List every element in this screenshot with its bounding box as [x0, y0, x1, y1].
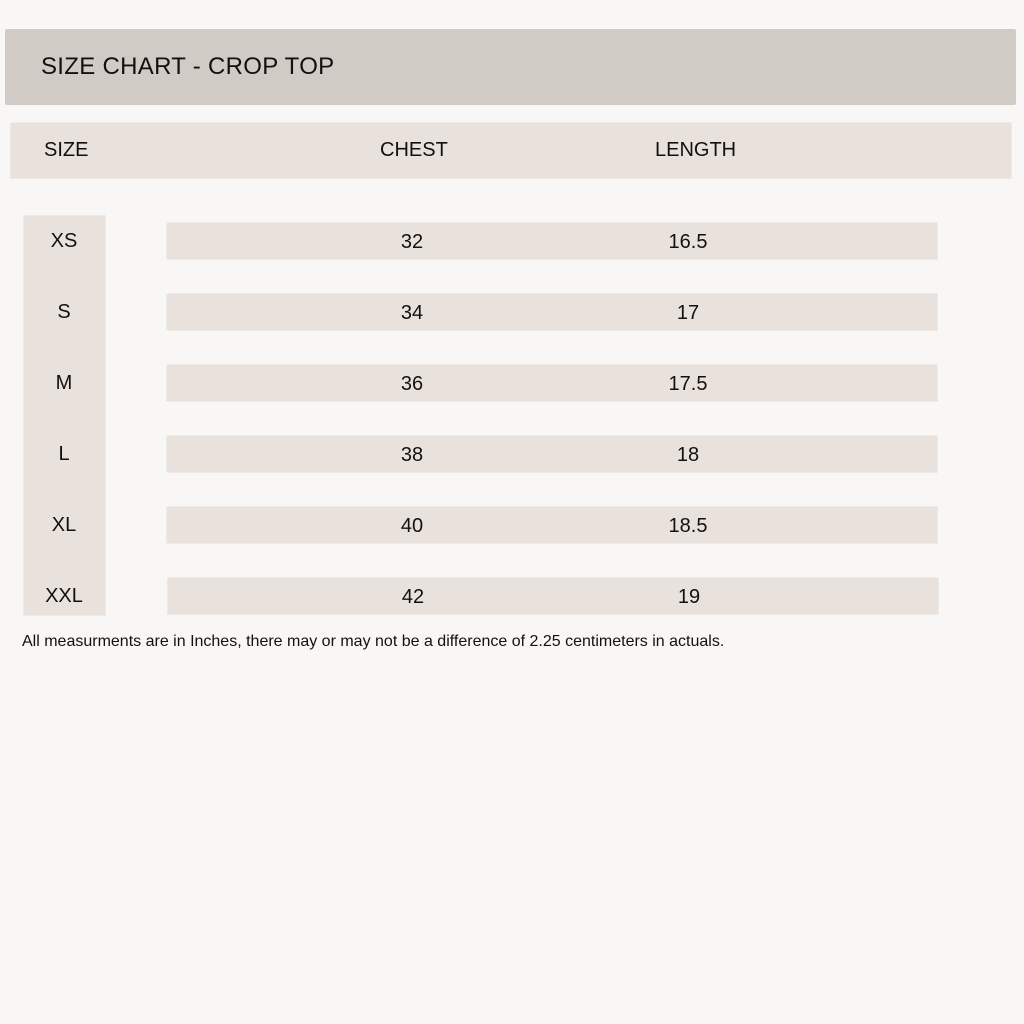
length-value: 18 [676, 444, 700, 466]
page-title: SIZE CHART - CROP TOP [41, 53, 335, 80]
table-row [166, 435, 938, 473]
table-header [10, 122, 1012, 179]
length-value: 19 [677, 586, 701, 608]
table-row [166, 506, 938, 544]
chest-value: 38 [400, 444, 424, 466]
length-value: 18.5 [668, 515, 708, 537]
size-label: L [58, 443, 70, 465]
header-size: SIZE [44, 139, 89, 161]
table-row [166, 364, 938, 402]
measurement-note: All measurments are in Inches, there may or may not be a difference of 2.25 centimeters in actuals. [22, 633, 725, 650]
length-value: 16.5 [668, 231, 708, 253]
table-row [167, 577, 939, 615]
chest-value: 42 [401, 586, 425, 608]
chest-value: 34 [400, 302, 424, 324]
header-chest: CHEST [380, 139, 448, 161]
size-label: XL [51, 514, 77, 536]
length-value: 17.5 [668, 373, 708, 395]
size-column [23, 215, 106, 616]
table-row [166, 222, 938, 260]
table-row [166, 293, 938, 331]
size-label: S [57, 301, 71, 323]
chest-value: 40 [400, 515, 424, 537]
header-length: LENGTH [655, 139, 737, 161]
size-label: M [55, 372, 73, 394]
length-value: 17 [676, 302, 700, 324]
title-bar [5, 29, 1016, 105]
chest-value: 36 [400, 373, 424, 395]
chest-value: 32 [400, 231, 424, 253]
size-label: XS [50, 230, 78, 252]
size-label: XXL [45, 585, 83, 607]
